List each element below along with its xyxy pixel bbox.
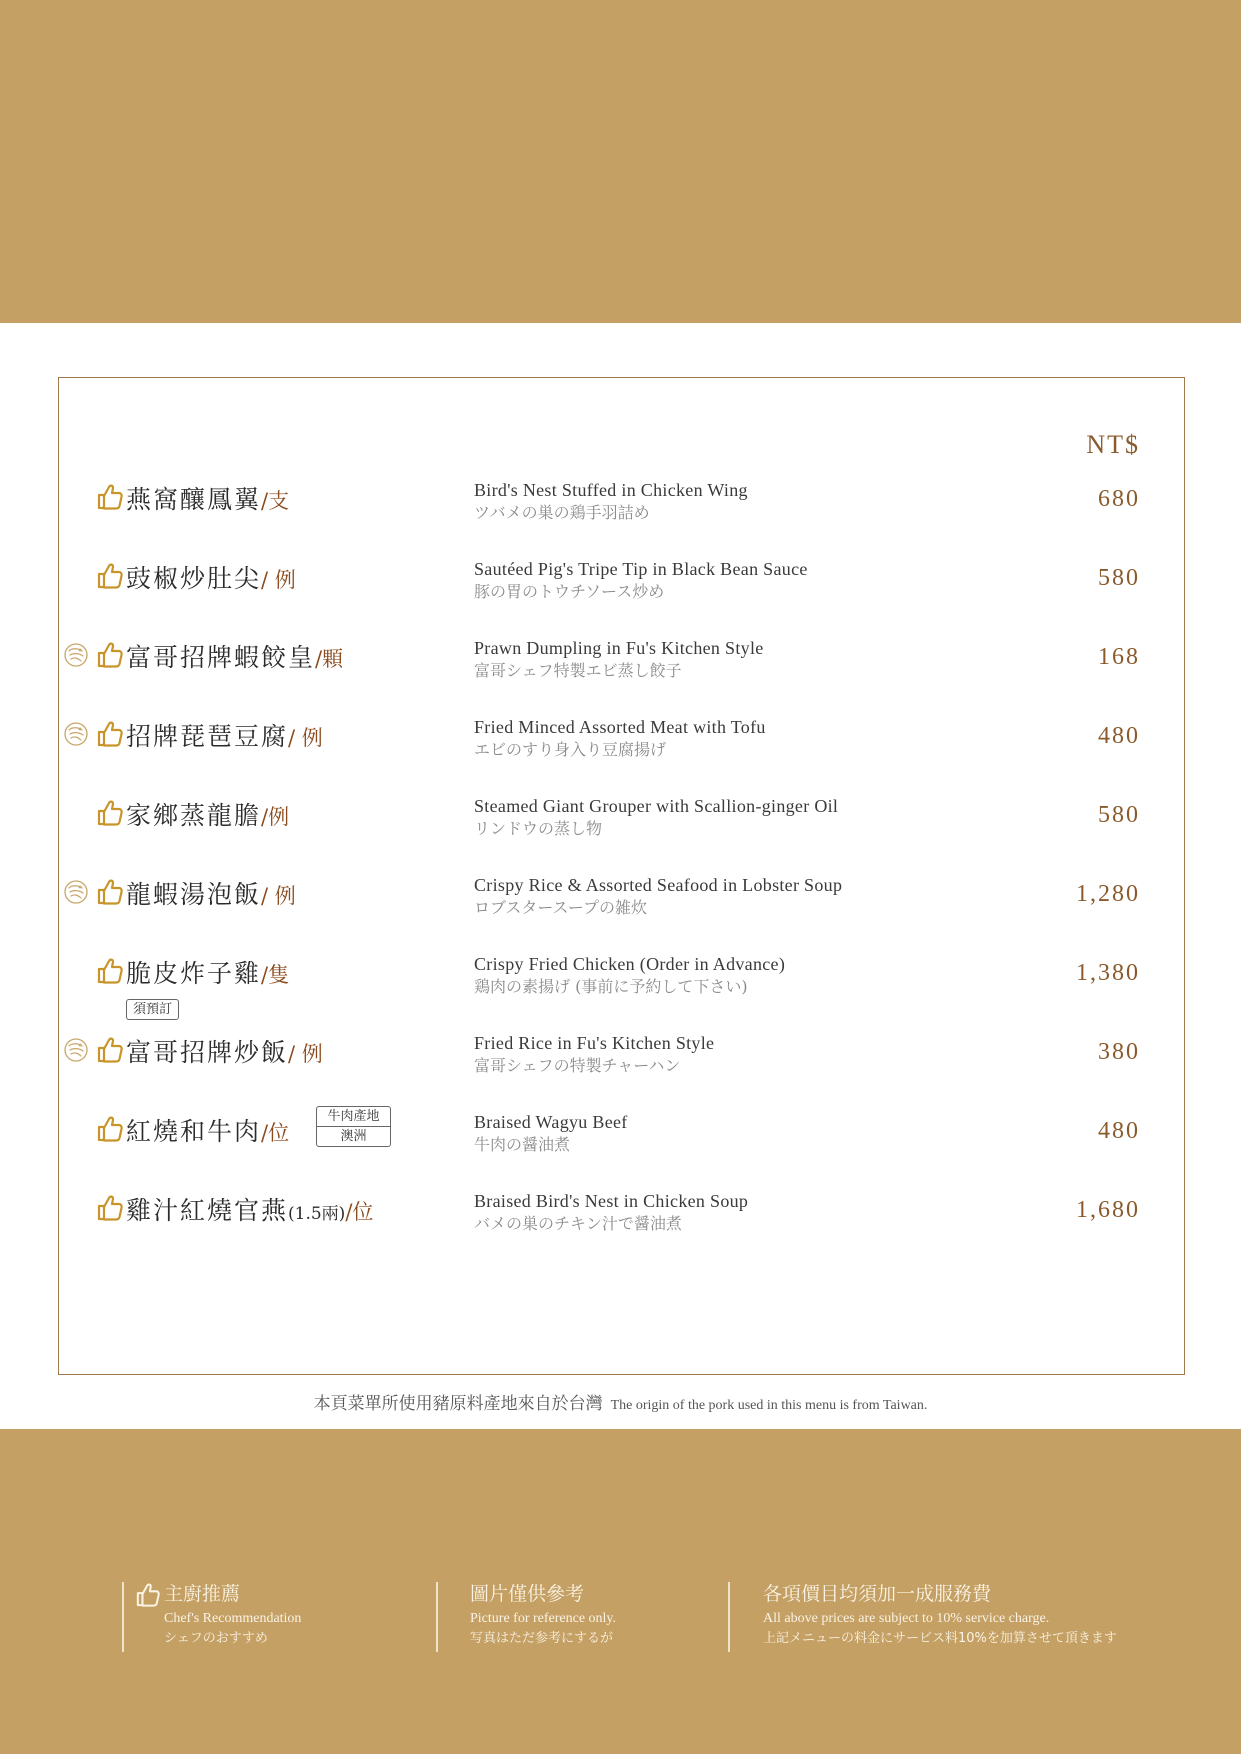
- top-gold-band: [0, 0, 1241, 323]
- dish-name-zh: 家鄉蒸龍膽/例: [126, 801, 290, 830]
- thumbs-up-icon: [97, 562, 123, 590]
- dish-price: 1,680: [1076, 1197, 1140, 1223]
- signature-seal-icon: [63, 1037, 89, 1063]
- dish-name-zh: 紅燒和牛肉/位: [126, 1117, 290, 1146]
- thumbs-up-icon: [97, 1036, 123, 1064]
- dish-price: 480: [1098, 1118, 1140, 1144]
- dish-name-en: Prawn Dumpling in Fu's Kitchen Style: [474, 638, 764, 658]
- legend-en: Chef's Recommendation: [164, 1611, 302, 1626]
- menu-item: [0, 875, 1241, 945]
- dish-name-zh: 豉椒炒肚尖/ 例: [126, 564, 296, 593]
- dish-price: 480: [1098, 723, 1140, 749]
- legend-en: Picture for reference only.: [470, 1611, 617, 1626]
- dish-name-ja: ロブスタースープの雑炊: [474, 898, 647, 917]
- menu-item: [0, 1191, 1241, 1261]
- dish-name-en: Fried Minced Assorted Meat with Tofu: [474, 717, 766, 737]
- dish-name-ja: ツバメの巣の鶏手羽詰め: [474, 503, 650, 522]
- dish-unit: /支: [261, 489, 290, 513]
- dish-name-en: Sautéed Pig's Tripe Tip in Black Bean Sauce: [474, 559, 808, 579]
- dish-name-ja: 鶏肉の素揚げ (事前に予約して下さい): [474, 977, 748, 996]
- dish-price: 580: [1098, 565, 1140, 591]
- menu-item: [0, 954, 1241, 1024]
- legend-zh: 各項價目均須加一成服務費: [763, 1583, 992, 1605]
- legend-ja: 上記メニューの料金にサービス料10%を加算させて頂きます: [763, 1631, 1117, 1646]
- legend-picture-reference: [436, 1582, 726, 1652]
- legend-service-charge: [728, 1582, 1148, 1652]
- dish-unit: /位: [345, 1200, 374, 1224]
- thumbs-up-icon: [136, 1582, 160, 1608]
- dish-name-en: Bird's Nest Stuffed in Chicken Wing: [474, 480, 748, 500]
- legend-zh: 主廚推薦: [164, 1583, 241, 1605]
- dish-name-zh: 富哥招牌蝦餃皇/顆: [126, 643, 344, 672]
- dish-price: 580: [1098, 802, 1140, 828]
- dish-name-zh: 燕窩釀鳳翼/支: [126, 485, 290, 514]
- dish-unit: /例: [261, 805, 290, 829]
- dish-price: 1,380: [1076, 960, 1140, 986]
- legend-ja: シェフのおすすめ: [164, 1631, 268, 1646]
- dish-name-zh: 招牌琵琶豆腐/ 例: [126, 722, 323, 751]
- advance-order-badge: 須預訂: [126, 999, 179, 1020]
- beef-origin-badge: [316, 1106, 391, 1147]
- dish-price: 1,280: [1076, 881, 1140, 907]
- dish-unit: / 例: [261, 568, 296, 592]
- thumbs-up-icon: [97, 720, 123, 748]
- dish-price: 168: [1098, 644, 1140, 670]
- dish-name-ja: バメの巣のチキン汁で醤油煮: [474, 1214, 682, 1233]
- thumbs-up-icon: [97, 483, 123, 511]
- legend-chef-recommendation: [122, 1582, 412, 1652]
- menu-item: [0, 559, 1241, 629]
- origin-label: 牛肉產地: [317, 1107, 390, 1127]
- dish-name-en: Braised Bird's Nest in Chicken Soup: [474, 1191, 749, 1211]
- dish-name-en: Crispy Fried Chicken (Order in Advance): [474, 954, 786, 974]
- signature-seal-icon: [63, 721, 89, 747]
- footnote-zh: 本頁菜單所使用豬原料產地來自於台灣: [313, 1394, 603, 1414]
- dish-name-ja: 富哥シェフの特製チャーハン: [474, 1056, 681, 1075]
- dish-name-en: Steamed Giant Grouper with Scallion-ginger Oil: [474, 796, 839, 816]
- dish-name-zh: 龍蝦湯泡飯/ 例: [126, 880, 296, 909]
- pork-origin-note: [0, 1389, 1241, 1414]
- thumbs-up-icon: [97, 1115, 123, 1143]
- menu-item: [0, 480, 1241, 550]
- dish-name-ja: 富哥シェフ特製エビ蒸し餃子: [474, 661, 682, 680]
- dish-unit: /位: [261, 1121, 290, 1145]
- dish-name-ja: 豚の胃のトウチソース炒め: [474, 582, 665, 601]
- signature-seal-icon: [63, 879, 89, 905]
- dish-name-zh: 脆皮炸子雞/隻: [126, 959, 290, 988]
- dish-unit: / 例: [261, 884, 296, 908]
- dish-name-en: Crispy Rice & Assorted Seafood in Lobster Soup: [474, 875, 843, 895]
- menu-item: [0, 1033, 1241, 1103]
- menu-item: [0, 1109, 1241, 1182]
- dish-name-ja: 牛肉の醤油煮: [474, 1135, 571, 1154]
- thumbs-up-icon: [97, 957, 123, 985]
- menu-item: [0, 638, 1241, 708]
- dish-name-ja: リンドウの蒸し物: [474, 819, 603, 838]
- dish-name-en: Fried Rice in Fu's Kitchen Style: [474, 1033, 715, 1053]
- thumbs-up-icon: [97, 641, 123, 669]
- legend-ja: 写真はただ参考にするが: [470, 1631, 614, 1646]
- dish-price: 380: [1098, 1039, 1140, 1065]
- dish-unit: / 例: [288, 726, 323, 750]
- dish-name-en: Braised Wagyu Beef: [474, 1112, 628, 1132]
- origin-value: 澳洲: [340, 1129, 367, 1144]
- dish-unit: / 例: [288, 1042, 323, 1066]
- currency-header: NT$: [1086, 430, 1140, 459]
- menu-item: [0, 717, 1241, 787]
- legend-en: All above prices are subject to 10% service charge.: [763, 1611, 1050, 1626]
- legend-zh: 圖片僅供參考: [470, 1583, 585, 1605]
- dish-name-ja: エビのすり身入り豆腐揚げ: [474, 740, 667, 759]
- dish-name-zh: 富哥招牌炒飯/ 例: [126, 1038, 323, 1067]
- thumbs-up-icon: [97, 878, 123, 906]
- dish-name-zh: 雞汁紅燒官燕(1.5兩)/位: [126, 1196, 374, 1225]
- dish-unit: /隻: [261, 963, 290, 987]
- thumbs-up-icon: [97, 799, 123, 827]
- footnote-en: The origin of the pork used in this menu is from Taiwan.: [610, 1398, 928, 1413]
- menu-item: [0, 796, 1241, 866]
- dish-portion: (1.5兩): [288, 1204, 346, 1224]
- thumbs-up-icon: [97, 1194, 123, 1222]
- dish-price: 680: [1098, 486, 1140, 512]
- dish-unit: /顆: [315, 647, 344, 671]
- signature-seal-icon: [63, 642, 89, 668]
